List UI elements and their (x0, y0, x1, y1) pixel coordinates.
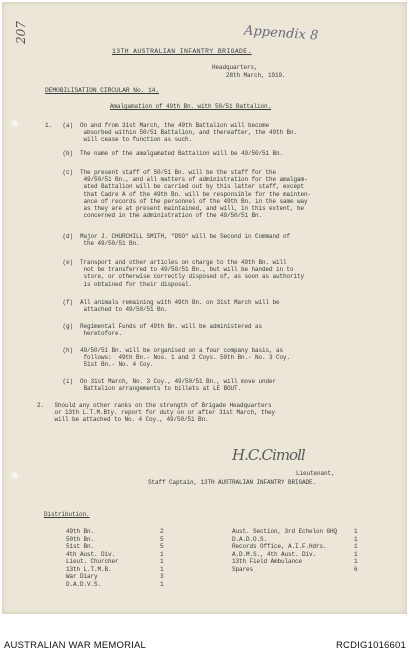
para-1d: (d) Major J. CHURCHILL SMITH, "DSO" will be Second in Command of the 49/50/51 Bn. (62, 233, 291, 248)
para-1h: (h) 49/50/51 Bn. will be organised on a four company basis, as follows: 49th Bn.- Nos. 1 and 2 Coys. 50th Bn.- No. 3 Coy. 51st Bn.- No. 4 Coy. (62, 347, 291, 369)
dist-left-qty: 1 (160, 550, 164, 558)
dist-left-qty: 1 (160, 580, 164, 588)
dist-right-name: Records Office, A.I.F.Hdrs. (232, 543, 327, 550)
brigade-heading: 13TH AUSTRALIAN INFANTRY BRIGADE. (112, 48, 252, 55)
dist-right-name: A.D.M.S., 4th Aust. Div. (232, 550, 317, 558)
para-1a: 1. (a) On and from 31st March, the 49th Battalion will become absorbed within 50/51 Battalion, and thereafter, the 49th Bn. will cease to function as such. (45, 122, 298, 144)
para-1g: (g) Regimental Funds of 49th Bn. will be administered as heretofore. (62, 323, 263, 338)
para-1e: (e) Transport and other articles on charge to the 49th Bn. will not be transferred to 49/50/51 Bn., but will be handed in to store, or otherwise correctly disposed of, as soon as authority is obtained for their disposal. (62, 259, 305, 288)
dist-left-name: War Diary (66, 573, 98, 580)
dist-left-qty: 1 (160, 558, 164, 565)
signature-title: Staff Captain, 13TH AUSTRALIAN INFANTRY BRIGADE. (148, 479, 317, 486)
hq-line: Headquarters, (212, 64, 258, 71)
appendix-note: Appendix 8 (243, 23, 319, 44)
dist-right-qty: 1 (354, 558, 358, 565)
footer-source: AUSTRALIAN WAR MEMORIAL (4, 640, 147, 651)
dist-left-qty: 1 (160, 565, 164, 573)
dist-right-name: D.A.D.O.S. (232, 535, 268, 543)
para-1i: (i) On 31st March, No. 3 Coy., 49/50/51 Bn., will move under Battalion arrangements to billets at LE BOUT. (62, 378, 277, 393)
subject-line: Amalgamation of 49th Bn. with 50/51 Battalion. (110, 103, 272, 110)
dist-left-qty: 3 (160, 573, 164, 580)
dist-left-name: D.A.D.V.S. (66, 580, 102, 588)
para-2: 2. Should any other ranks on the strength of Brigade Headquarters or 13th L.T.M.Bty. report for duty on or after 31st March, they will be attached to No. 4 Coy., 49/50/51 Bn. (37, 402, 276, 424)
dist-right-qty: 1 (354, 528, 358, 535)
signature-rank: Lieutenant, (296, 470, 335, 477)
footer-bar (0, 614, 410, 654)
dist-right-qty: 1 (354, 550, 358, 558)
dist-left-qty: 2 (160, 528, 164, 535)
folio-number: 207 (14, 21, 28, 44)
dist-left-name: 13th L.T.M.B. (66, 565, 112, 573)
dist-left-name: 50th Bn. (66, 535, 95, 543)
date-line: 28th March, 1919. (226, 72, 286, 79)
circular-title: DEMOBILISATION CIRCULAR No. 14. (45, 87, 160, 94)
signature-scrawl: H.C.Cimoll (232, 446, 305, 464)
dist-right-qty: 1 (354, 543, 358, 550)
dist-left-name: 4th Aust. Div. (66, 550, 116, 558)
para-1c: (c) The present staff of 50/51 Bn. will be the staff for the 49/50/51 Bn., and all matters of administration for the amalgam- ated Battalion will be carried out by this latter staff, except that Cadre A of the 49th Bn. will be responsible for the mainten- ance of records of the personnel of the 49th Bn. in the same way as they are at present maintained, and will, in this extent, be concerned in the administration of the 49/50/51 Bn. (62, 169, 312, 220)
dist-left-qty: 5 (160, 535, 164, 543)
punch-hole (11, 120, 18, 127)
dist-right-qty: 1 (354, 535, 358, 543)
punch-hole (11, 472, 18, 479)
dist-left-qty: 5 (160, 543, 164, 550)
dist-left-name: Lieut. Churcher (66, 558, 119, 565)
dist-left-name: 51st Bn. (66, 543, 95, 550)
dist-right-name: 13th Field Ambulance (232, 558, 303, 565)
footer-record-id: RCDIG1016601 (336, 640, 406, 651)
dist-right-name: Aust. Section, 3rd Echelon GHQ (232, 528, 338, 535)
para-1f: (f) All animals remaining with 49th Bn. on 31st March will be attached to 49/50/51 Bn. (62, 299, 280, 314)
dist-right-qty: 6 (354, 565, 358, 573)
dist-left-name: 49th Bn. (66, 528, 95, 535)
para-1b: (b) The name of the amalgamated Battalion will be 49/50/51 Bn. (45, 150, 284, 157)
dist-right-name: Spares (232, 565, 254, 573)
distribution-heading: Distribution. (44, 511, 90, 518)
